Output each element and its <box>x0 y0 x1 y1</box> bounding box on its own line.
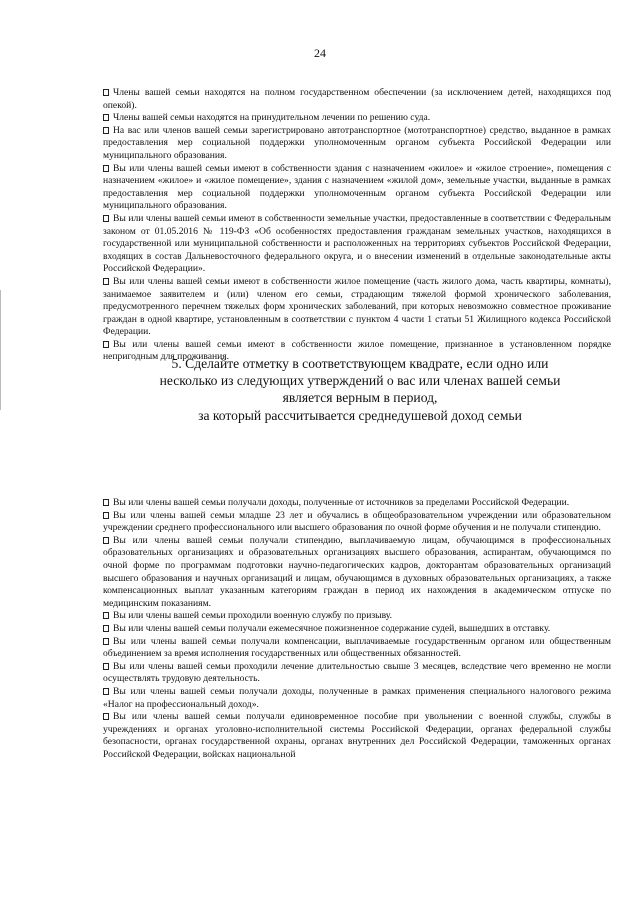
checkbox[interactable] <box>103 625 109 632</box>
checkbox[interactable] <box>103 165 109 172</box>
checklist-item <box>103 686 611 711</box>
checklist-item <box>103 636 611 661</box>
checkbox[interactable] <box>103 713 109 720</box>
checklist-item-text: Вы или члены вашей семьи получали стипендию, выплачиваемую лицам, обучающимся в профессиональных образовательных организациях и образовательных организациях высшего образования, аспирантам, обучающимся по очной форме по программам подготовки научно-педагогических кадров, докторантам образовательных организаций высшего образования и научных организаций и лицам, обучающимся в духовных образовательных организациях, а также компенсационных выплат указанным категориям граждан в период их нахождения в академическом отпуске по медицинским показаниям. <box>103 534 611 609</box>
section-5-heading <box>130 355 590 424</box>
checkbox[interactable] <box>103 278 109 285</box>
checklist-item-text: Вы или члены вашей семьи проходили лечение длительностью свыше 3 месяцев, вследствие чего временно не могли осуществлять трудовую деятельность. <box>103 660 611 685</box>
checkbox[interactable] <box>103 688 109 695</box>
checklist-item-text: Вы или члены вашей семьи проходили военную службу по призыву. <box>113 610 393 622</box>
checklist-item-text: Вы или члены вашей семьи получали компенсации, выплачиваемые государственным органом или общественным объединением за время исполнения государственных или общественных обязанностей. <box>103 635 611 660</box>
checkbox[interactable] <box>103 215 109 222</box>
checklist-item-text: Вы или члены вашей семьи получали единовременное пособие при увольнении с военной службы, службы в учреждениях и органах уголовно-исполнительной системы Российской Федерации, органах федеральной службы безопасности, органах государственной охраны, органах внутренних дел Российской Федерации, таможенных органах Российской Федерации, войсках национальной <box>103 711 611 760</box>
checklist-item-text: Вы или члены вашей семьи получали ежемесячное пожизненное содержание судей, вышедших в отставку. <box>113 622 551 634</box>
ownership-checklist <box>103 87 611 364</box>
checklist-item-text: Вы или члены вашей семьи получали доходы, полученные от источников за пределами Российской Федерации. <box>113 497 570 508</box>
checklist-item <box>103 497 611 510</box>
checklist-item <box>103 610 611 623</box>
checklist-item <box>103 112 611 125</box>
checkbox[interactable] <box>103 512 109 519</box>
checkbox[interactable] <box>103 638 109 645</box>
checklist-item <box>103 87 611 112</box>
checklist-item-text: Вы или члены вашей семьи младше 23 лет и обучались в общеобразовательном учреждении или образовательном учреждении среднего профессионального или высшего образования по очной форме обучения и не получали стипендию. <box>103 509 611 534</box>
scan-margin-line <box>0 290 1 410</box>
checkbox[interactable] <box>103 612 109 619</box>
checkbox[interactable] <box>103 127 109 134</box>
checklist-item <box>103 535 611 611</box>
checkbox[interactable] <box>103 537 109 544</box>
checkbox[interactable] <box>103 499 109 506</box>
checklist-item-text: Вы или члены вашей семьи имеют в собственности земельные участки, предоставленные в соответствии с Федеральным законом от 01.05.2016 № 119-ФЗ «Об особенностях предоставления гражданам земельных участков, находящихся в государственной или муниципальной собственности и расположенных на территориях субъектов Российской Федерации, входящих в состав Дальневосточного федерального округа, и о внесении изменений в отдельные законодательные акты Российской Федерации». <box>103 212 611 275</box>
checklist-item-text: На вас или членов вашей семьи зарегистрировано автотранспортное (мототранспортное) средство, выданное в рамках предоставления мер социальной поддержки уполномоченным органом субъекта Российской Федерации или муниципального образования. <box>103 124 611 161</box>
section-5-heading-line: является верным в период, <box>282 390 438 406</box>
section-5-heading-line: 5. Сделайте отметку в соответствующем квадрате, если одно или <box>171 356 549 371</box>
income-checklist <box>103 497 611 761</box>
checklist-item-text: Вы или члены вашей семьи имеют в собственности здания с назначением «жилое» и «жилое строение», помещения с назначением «жилое» и «жилое помещение», здания с назначением «жилой дом», земельные участки, выданные в рамках предоставления мер социальной поддержки уполномоченным органом субъекта Российской Федерации или муниципального образования. <box>103 162 611 212</box>
checkbox[interactable] <box>103 663 109 670</box>
page-number: 24 <box>314 46 326 60</box>
checkbox[interactable] <box>103 114 109 121</box>
checklist-item <box>103 125 611 163</box>
checklist-item-text: Вы или члены вашей семьи имеют в собственности жилое помещение, признанное в установленном порядке непригодным для проживания. <box>103 338 611 363</box>
checkbox[interactable] <box>103 341 109 348</box>
checklist-item <box>103 661 611 686</box>
checklist-item <box>103 163 611 213</box>
checklist-item <box>103 510 611 535</box>
checklist-item <box>103 213 611 276</box>
checklist-item <box>103 623 611 636</box>
checklist-item-text: Вы или члены вашей семьи имеют в собственности жилое помещение (часть жилого дома, часть квартиры, комнаты), занимаемое заявителем и (или) членом его семьи, страдающим тяжелой формой хронического заболевания, предусмотренного перечнем тяжелых форм хронических заболеваний, при которых невозможно совместное проживание граждан в одной квартире, установленным в соответствии с пунктом 4 части 1 статьи 51 Жилищного кодекса Российской Федерации. <box>103 275 611 338</box>
checklist-item-text: Члены вашей семьи находятся на принудительном лечении по решению суда. <box>113 112 431 124</box>
section-5-heading-line: несколько из следующих утверждений о вас или членах вашей семьи <box>159 373 561 389</box>
checklist-item-text: Члены вашей семьи находятся на полном государственном обеспечении (за исключением детей, находящихся под опекой). <box>103 87 611 111</box>
checklist-item <box>103 276 611 339</box>
checklist-item-text: Вы или члены вашей семьи получали доходы, полученные в рамках применения специального налогового режима «Налог на профессиональный доход». <box>103 685 611 710</box>
section-5-heading-line: за который рассчитывается среднедушевой доход семьи <box>198 407 522 423</box>
checkbox[interactable] <box>103 89 109 96</box>
checklist-item <box>103 711 611 761</box>
